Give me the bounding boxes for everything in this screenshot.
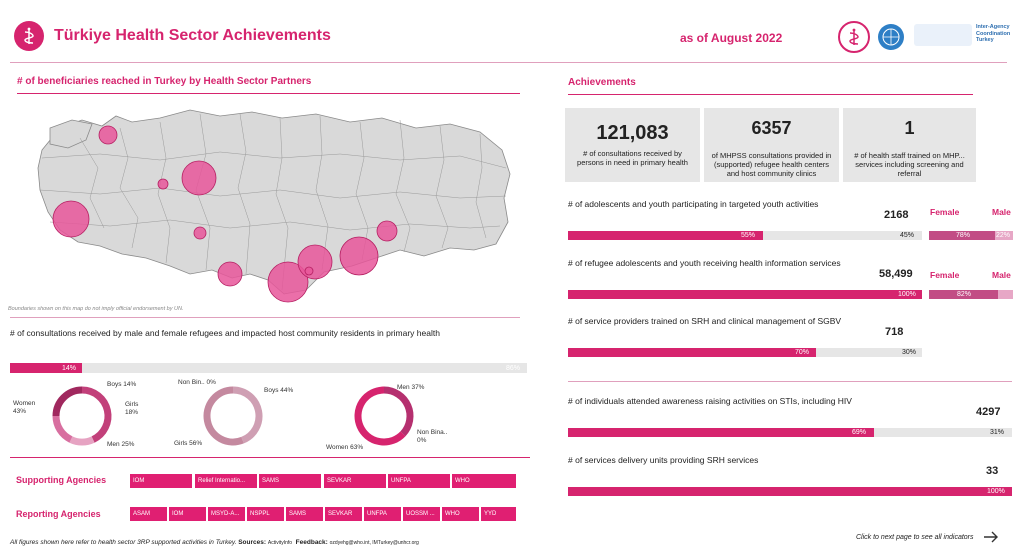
indicator-value-youth-activities: 2168 xyxy=(884,209,909,221)
female-male-bar-2 xyxy=(929,290,1013,299)
health-sector-logo xyxy=(838,21,870,53)
indicator-bar-sti-awareness xyxy=(568,428,1012,437)
indicator-label-service-providers: # of service providers trained on SRH and clinical management of SGBV xyxy=(568,316,842,326)
agency-chip: YYD xyxy=(481,507,516,521)
header-divider xyxy=(10,62,1007,63)
donut3-label-women: Women 63% xyxy=(326,444,364,451)
indicator-bar-srh-units xyxy=(568,487,1012,496)
indicator-fill xyxy=(568,231,763,240)
male-header-2: Male xyxy=(992,270,1011,280)
kpi-card-staff-trained xyxy=(843,108,976,182)
agency-chip: SEVKAR xyxy=(324,474,386,488)
donut-slice-women xyxy=(82,390,108,440)
map-section-title: # of beneficiaries reached in Turkey by Health Sector Partners xyxy=(17,76,312,87)
donut3-label-men: Men 37% xyxy=(397,384,425,391)
footer-sources-label: Sources: xyxy=(238,539,267,546)
donut-slice-girls xyxy=(56,416,71,440)
un-logo xyxy=(874,21,908,53)
female-header-2: Female xyxy=(930,270,960,280)
report-date: as of August 2022 xyxy=(680,31,783,45)
supporting-agencies-label: Supporting Agencies xyxy=(16,475,107,485)
indicator-pct: 70% xyxy=(795,349,810,356)
map-bubble xyxy=(298,245,332,279)
male-pct: 22% xyxy=(996,232,1011,239)
donut-slice-girls xyxy=(207,390,243,442)
agencies-divider xyxy=(10,457,530,458)
indicator-value-health-info: 58,499 xyxy=(879,268,913,280)
next-page-text: Click to next page to see all indicators xyxy=(856,534,974,541)
donut2-label-nonbinary: Non Bin.. 0% xyxy=(178,379,216,386)
donut1-label-boys: Boys 14% xyxy=(107,381,137,388)
footer-note xyxy=(10,539,419,546)
health-logo xyxy=(14,21,44,51)
donut-slice-women xyxy=(358,390,403,442)
arrow-right-icon[interactable] xyxy=(983,530,999,544)
map-bubble xyxy=(182,161,216,195)
donut1-label-girls: Girls 18% xyxy=(125,401,139,417)
footer-feedback: ozdyehg@who.int, IMTurkey@unhcr.org xyxy=(329,540,419,546)
donut3-label-nonbinary: Non Bina.. 0% xyxy=(417,429,448,445)
map-bubble xyxy=(305,267,313,275)
indicator-label-youth-activities: # of adolescents and youth participating in targeted youth activities xyxy=(568,199,819,209)
map-bubble xyxy=(194,227,206,239)
indicator-fill xyxy=(568,290,922,299)
agency-chip: UNFPA xyxy=(364,507,401,521)
gender-split-pct-a: 14% xyxy=(62,365,77,372)
turkey-map xyxy=(20,98,520,303)
gender-split-pct-b: 86% xyxy=(506,365,521,372)
agency-chip: SAMS xyxy=(259,474,321,488)
male-header-1: Male xyxy=(992,207,1011,217)
donut-chart-2 xyxy=(201,384,265,448)
indicator-value-srh-units: 33 xyxy=(986,465,999,477)
un-emblem-icon xyxy=(874,21,908,53)
donut-slice-boys xyxy=(71,440,93,442)
kpi-card-mhpss xyxy=(704,108,839,182)
indicator-rest: 31% xyxy=(990,429,1005,436)
indicator-value-service-providers: 718 xyxy=(885,326,904,338)
reporting-agencies-label: Reporting Agencies xyxy=(16,509,101,519)
female-pct: 78% xyxy=(956,232,971,239)
consultations-section-title: # of consultations received by male and female refugees and impacted host community residents in primary health xyxy=(10,328,440,338)
donut-chart-3 xyxy=(352,384,416,448)
map-bubble xyxy=(99,126,117,144)
indicator-value-sti-awareness: 4297 xyxy=(976,406,1001,418)
agency-chip: SEVKAR xyxy=(325,507,362,521)
agency-chip: ASAM xyxy=(130,507,167,521)
next-page-link[interactable] xyxy=(856,534,974,541)
agency-chip: Relief Internatio... xyxy=(195,474,257,488)
map-bubble xyxy=(218,262,242,286)
map-title-underline xyxy=(17,93,520,94)
indicator-bar-youth-activities xyxy=(568,231,922,240)
kpi-label-staff-trained: # of health staff trained on MHP... services including screening and referral xyxy=(854,151,965,178)
gender-split-bar xyxy=(10,363,527,373)
indicator-fill xyxy=(568,428,874,437)
agency-chip: UNFPA xyxy=(388,474,450,488)
indicator-pct: 100% xyxy=(898,291,916,298)
map-bubble xyxy=(377,221,397,241)
kpi-label-consultations: # of consultations received by persons in need in primary health xyxy=(577,149,688,167)
donut2-label-boys: Boys 44% xyxy=(264,387,294,394)
agency-chip: MSYD-A... xyxy=(208,507,245,521)
map-bubble xyxy=(340,237,378,275)
kpi-card-consultations xyxy=(565,108,700,182)
indicator-bar-service-providers xyxy=(568,348,922,357)
donut1-label-men: Men 25% xyxy=(107,441,135,448)
partner-logo-text: Inter-Agency Coordination Turkey xyxy=(976,24,1011,44)
agency-chip: UOSSM ... xyxy=(403,507,440,521)
indicator-pct: 69% xyxy=(852,429,867,436)
donut-chart-1 xyxy=(50,384,114,448)
kpi-label-mhpss: of MHPSS consultations provided in (supported) refugee health centers and host community clinics xyxy=(711,151,832,178)
indicators-divider xyxy=(568,381,1012,382)
caduceus-icon xyxy=(845,28,863,46)
achievements-underline xyxy=(568,94,973,95)
agency-chip: NSPPL xyxy=(247,507,284,521)
agency-chip: IOM xyxy=(169,507,206,521)
map-bubble xyxy=(53,201,89,237)
indicator-label-health-info: # of refugee adolescents and youth receiving health information services xyxy=(568,258,841,268)
agency-chip: WHO xyxy=(452,474,516,488)
donut1-label-women: Women 43% xyxy=(13,400,36,416)
indicator-rest: 45% xyxy=(900,232,915,239)
achievements-title: Achievements xyxy=(568,77,636,88)
indicator-fill xyxy=(568,348,816,357)
footer-note-text: All figures shown here refer to health sector 3RP supported activities in Turkey. xyxy=(10,539,237,546)
donut-slice-men xyxy=(56,390,82,416)
donut-slice-boys xyxy=(233,390,259,440)
footer-sources: ActivityInfo xyxy=(267,540,293,546)
consultations-divider xyxy=(10,317,520,318)
page-title: Türkiye Health Sector Achievements xyxy=(54,27,331,44)
female-pct: 82% xyxy=(957,291,972,298)
kpi-value-staff-trained: 1 xyxy=(904,118,915,138)
map-bubble xyxy=(158,179,168,189)
map-disclaimer: Boundaries shown on this map do not imply official endorsement by UN. xyxy=(8,306,184,312)
agency-chip: SAMS xyxy=(286,507,323,521)
indicator-bar-health-info xyxy=(568,290,922,299)
kpi-value-mhpss: 6357 xyxy=(751,118,792,138)
indicator-pct: 55% xyxy=(741,232,756,239)
agency-chip: WHO xyxy=(442,507,479,521)
indicator-fill xyxy=(568,487,1012,496)
indicator-label-sti-awareness: # of individuals attended awareness raising activities on STIs, including HIV xyxy=(568,396,852,406)
partner-logo-mark xyxy=(914,24,972,46)
agency-chip: IOM xyxy=(130,474,192,488)
female-header-1: Female xyxy=(930,207,960,217)
female-male-bar-1 xyxy=(929,231,1013,240)
caduceus-icon xyxy=(20,27,38,45)
donut-slice-men xyxy=(384,390,410,434)
indicator-rest: 30% xyxy=(902,349,917,356)
kpi-value-consultations: 121,083 xyxy=(596,122,669,144)
indicator-pct: 100% xyxy=(987,488,1005,495)
indicator-label-srh-units: # of services delivery units providing SRH services xyxy=(568,455,759,465)
donut2-label-girls: Girls 56% xyxy=(174,440,203,447)
footer-feedback-label: Feedback: xyxy=(295,539,328,546)
